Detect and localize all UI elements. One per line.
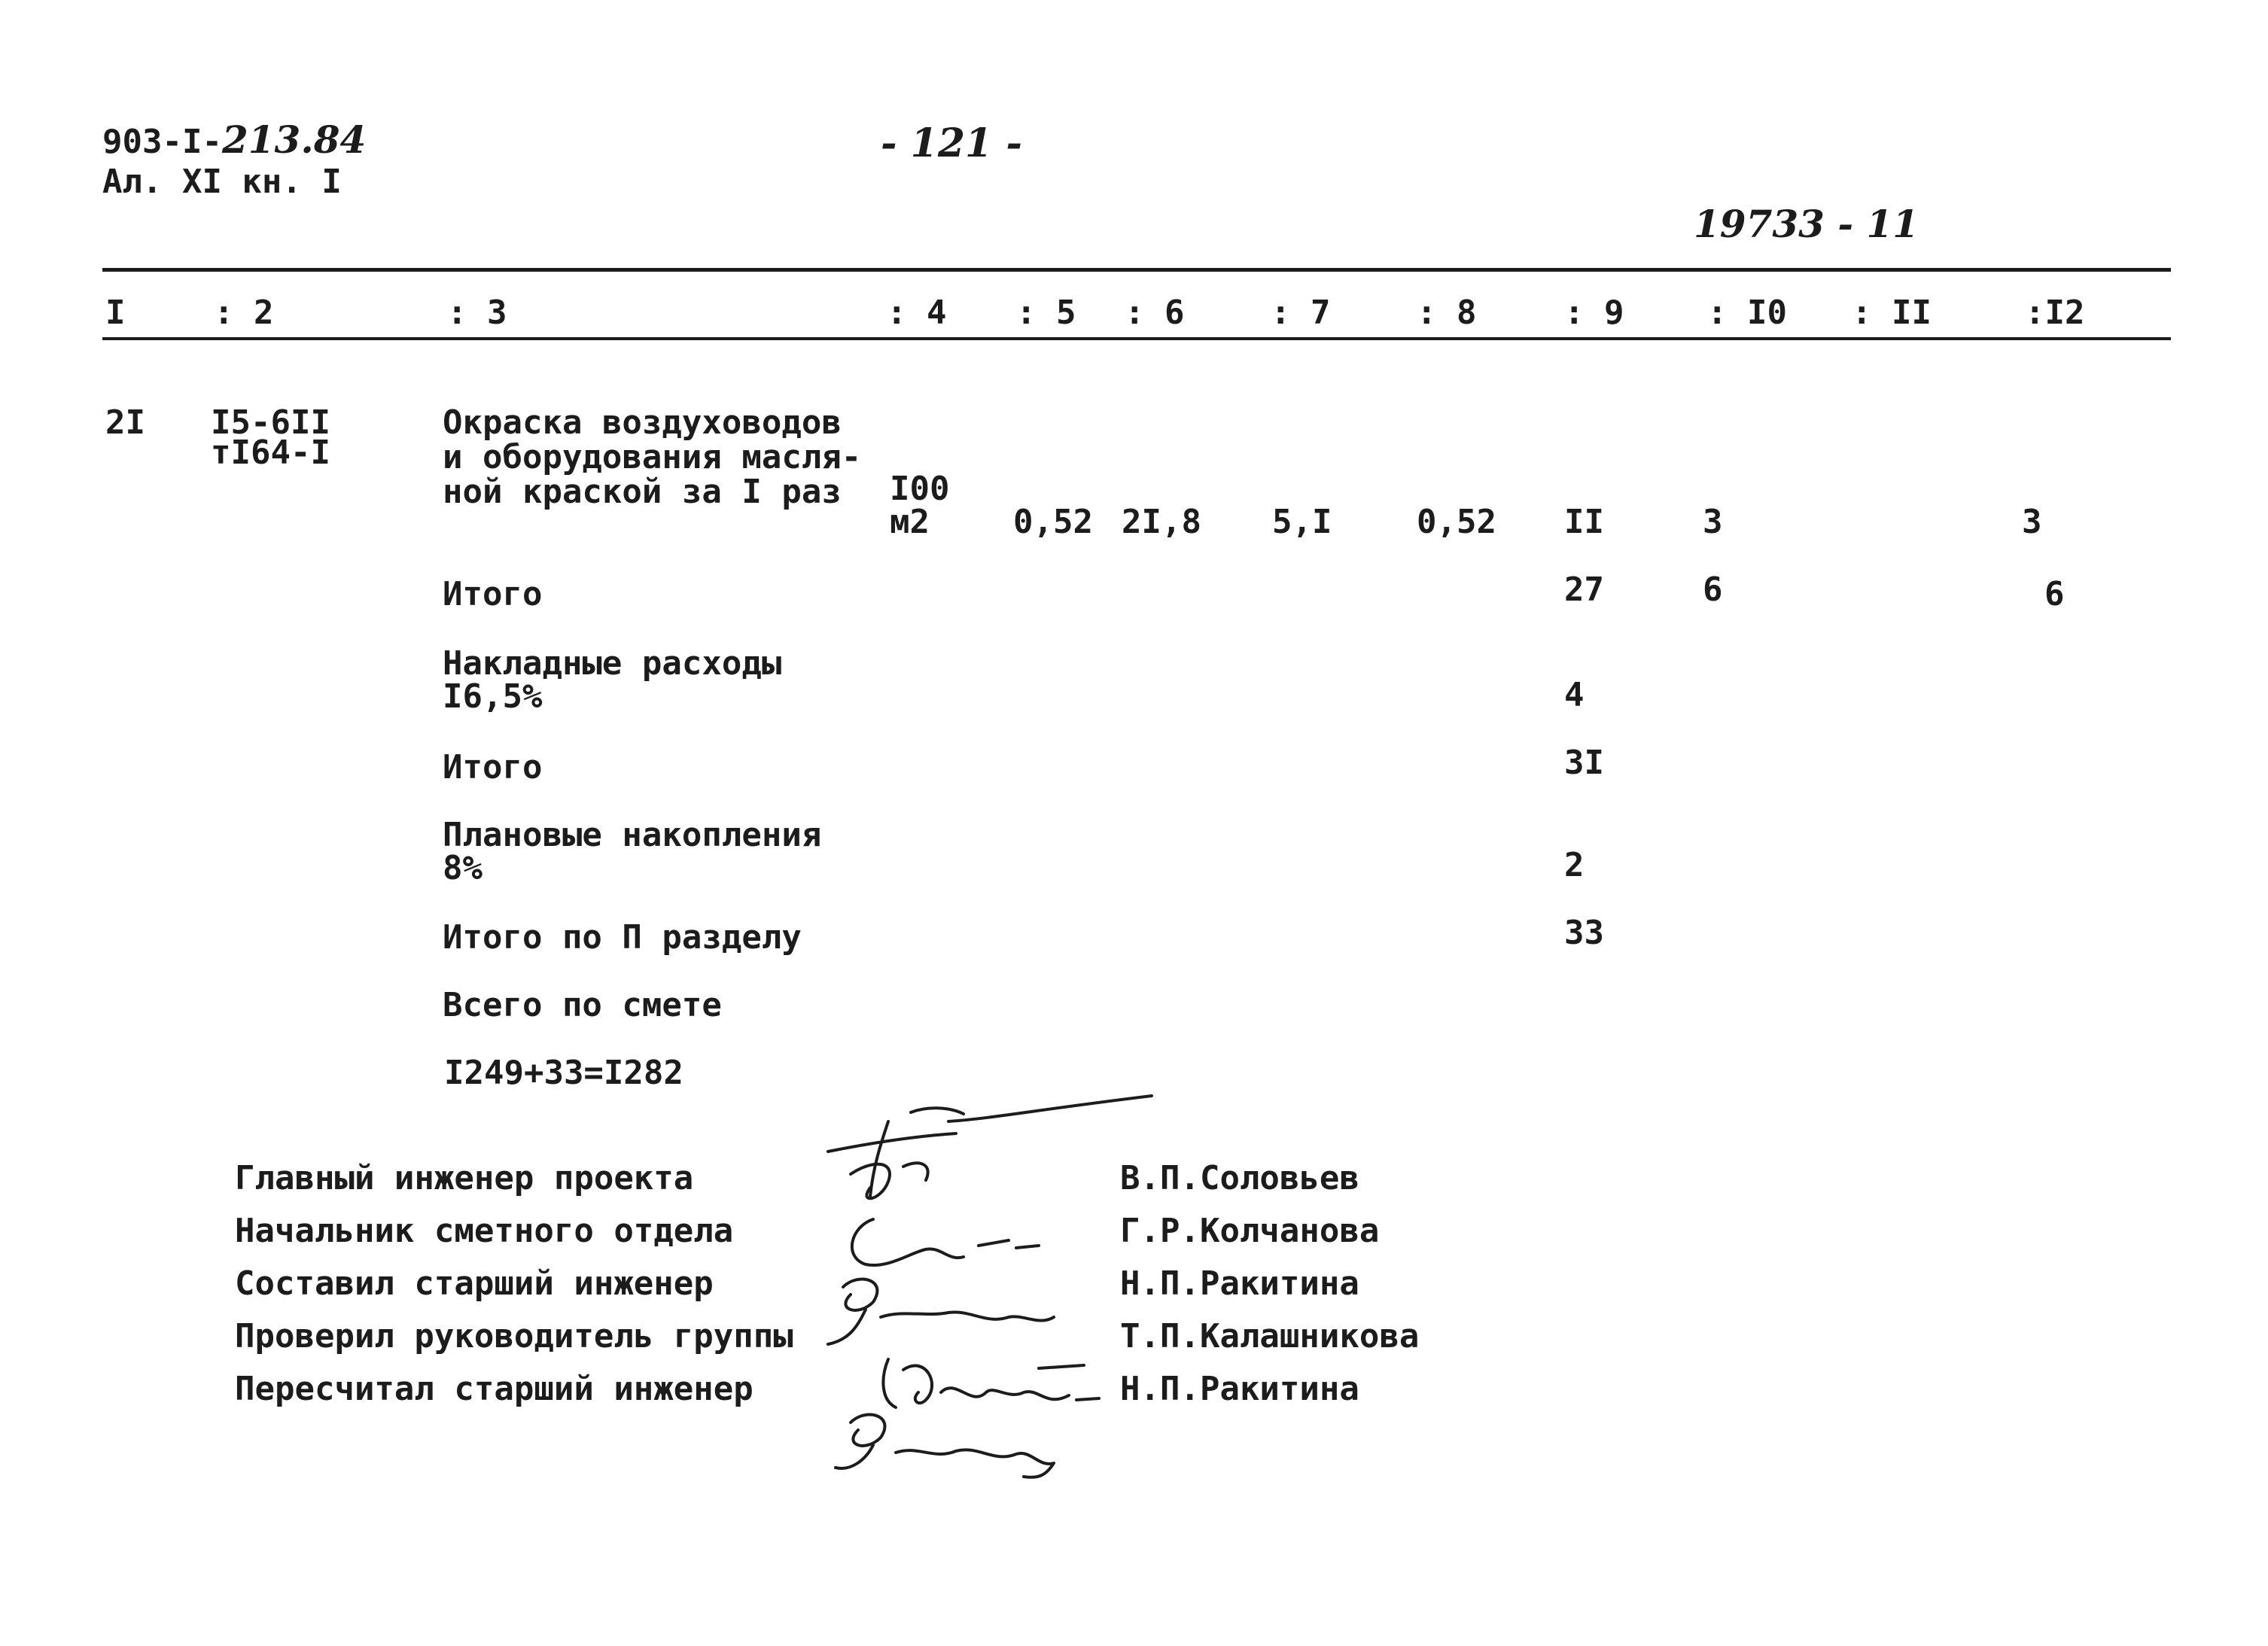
- item-col-12: 3: [2022, 503, 2042, 541]
- signatory-name: Г.Р.Колчанова: [1120, 1212, 1380, 1250]
- col-12: :I2: [2025, 294, 2085, 332]
- header-bottom-rule: [102, 337, 2171, 340]
- overhead-rate: I6,5%: [443, 677, 543, 716]
- item-number: 2I: [105, 403, 145, 442]
- document-code: [102, 117, 367, 162]
- reference-number: 19733 - 11: [1694, 202, 1919, 246]
- item-col-9: II: [1564, 503, 1604, 541]
- signatory-name: Н.П.Ракитина: [1120, 1370, 1359, 1408]
- summary-col-12: 6: [2044, 575, 2065, 613]
- item-col-5: 0,52: [1013, 503, 1093, 541]
- document-code-print: 903-I-: [102, 123, 222, 161]
- summary-col-10: 6: [1703, 570, 1723, 609]
- section-total-col-9: 33: [1564, 914, 1604, 952]
- col-1: I: [105, 294, 126, 332]
- page-number: - 121 -: [881, 120, 1022, 166]
- signature-2: [852, 1219, 1039, 1265]
- grand-total-formula: I249+33=I282: [444, 1054, 683, 1092]
- summary-label: Итого: [443, 748, 543, 786]
- grand-total-label: Всего по смете: [443, 986, 722, 1024]
- col-2: : 2: [214, 294, 274, 332]
- document-code-handwritten: 213.84: [221, 117, 367, 162]
- summary-label: Итого: [443, 575, 543, 613]
- signatory-role: Главный инженер проекта: [235, 1159, 694, 1197]
- summary-col-9: 27: [1564, 570, 1604, 609]
- top-rule: [102, 268, 2171, 272]
- item-col-10: 3: [1703, 503, 1723, 541]
- handwritten-signatures: [798, 1091, 1159, 1483]
- overhead-col-9: 4: [1564, 676, 1585, 714]
- overhead-label: Накладные расходы: [443, 644, 782, 683]
- item-description-1: Окраска воздуховодов: [443, 403, 842, 442]
- col-4: : 4: [887, 294, 947, 332]
- item-col-6: 2I,8: [1122, 503, 1201, 541]
- item-description-2: и оборудования масля-: [443, 438, 862, 476]
- signatory-name: В.П.Соловьев: [1120, 1159, 1359, 1197]
- item-code-1: I5-6II: [211, 403, 330, 442]
- signatory-role: Пересчитал старший инженер: [235, 1370, 753, 1408]
- col-3: : 3: [447, 294, 507, 332]
- signature-1: [828, 1096, 1152, 1198]
- volume-label: Ал. XI кн. I: [102, 163, 342, 201]
- item-code-2: тI64-I: [211, 434, 330, 472]
- planned-col-9: 2: [1564, 846, 1585, 884]
- col-10: : I0: [1707, 294, 1787, 332]
- signature-3: [828, 1279, 1054, 1344]
- col-5: : 5: [1016, 294, 1076, 332]
- item-unit-2: м2: [890, 503, 930, 541]
- item-description-3: ной краской за I раз: [443, 473, 842, 511]
- item-unit-1: I00: [890, 470, 950, 508]
- section-total-label: Итого по П разделу: [443, 918, 802, 957]
- signatory-name: Т.П.Калашникова: [1120, 1317, 1420, 1355]
- col-6: : 6: [1125, 294, 1185, 332]
- col-11: : II: [1852, 294, 1932, 332]
- signatory-name: Н.П.Ракитина: [1120, 1264, 1359, 1303]
- col-9: : 9: [1564, 294, 1624, 332]
- item-col-7: 5,I: [1272, 503, 1332, 541]
- signatory-role: Проверил руководитель группы: [235, 1317, 793, 1355]
- signatory-role: Составил старший инженер: [235, 1264, 714, 1303]
- signatory-role: Начальник сметного отдела: [235, 1212, 734, 1250]
- planned-label: Плановые накопления: [443, 816, 822, 854]
- col-7: : 7: [1271, 294, 1331, 332]
- col-8: : 8: [1417, 294, 1477, 332]
- signature-5: [836, 1365, 1084, 1477]
- summary-col-9: 3I: [1564, 744, 1604, 782]
- planned-rate: 8%: [443, 849, 483, 887]
- item-col-8: 0,52: [1417, 503, 1496, 541]
